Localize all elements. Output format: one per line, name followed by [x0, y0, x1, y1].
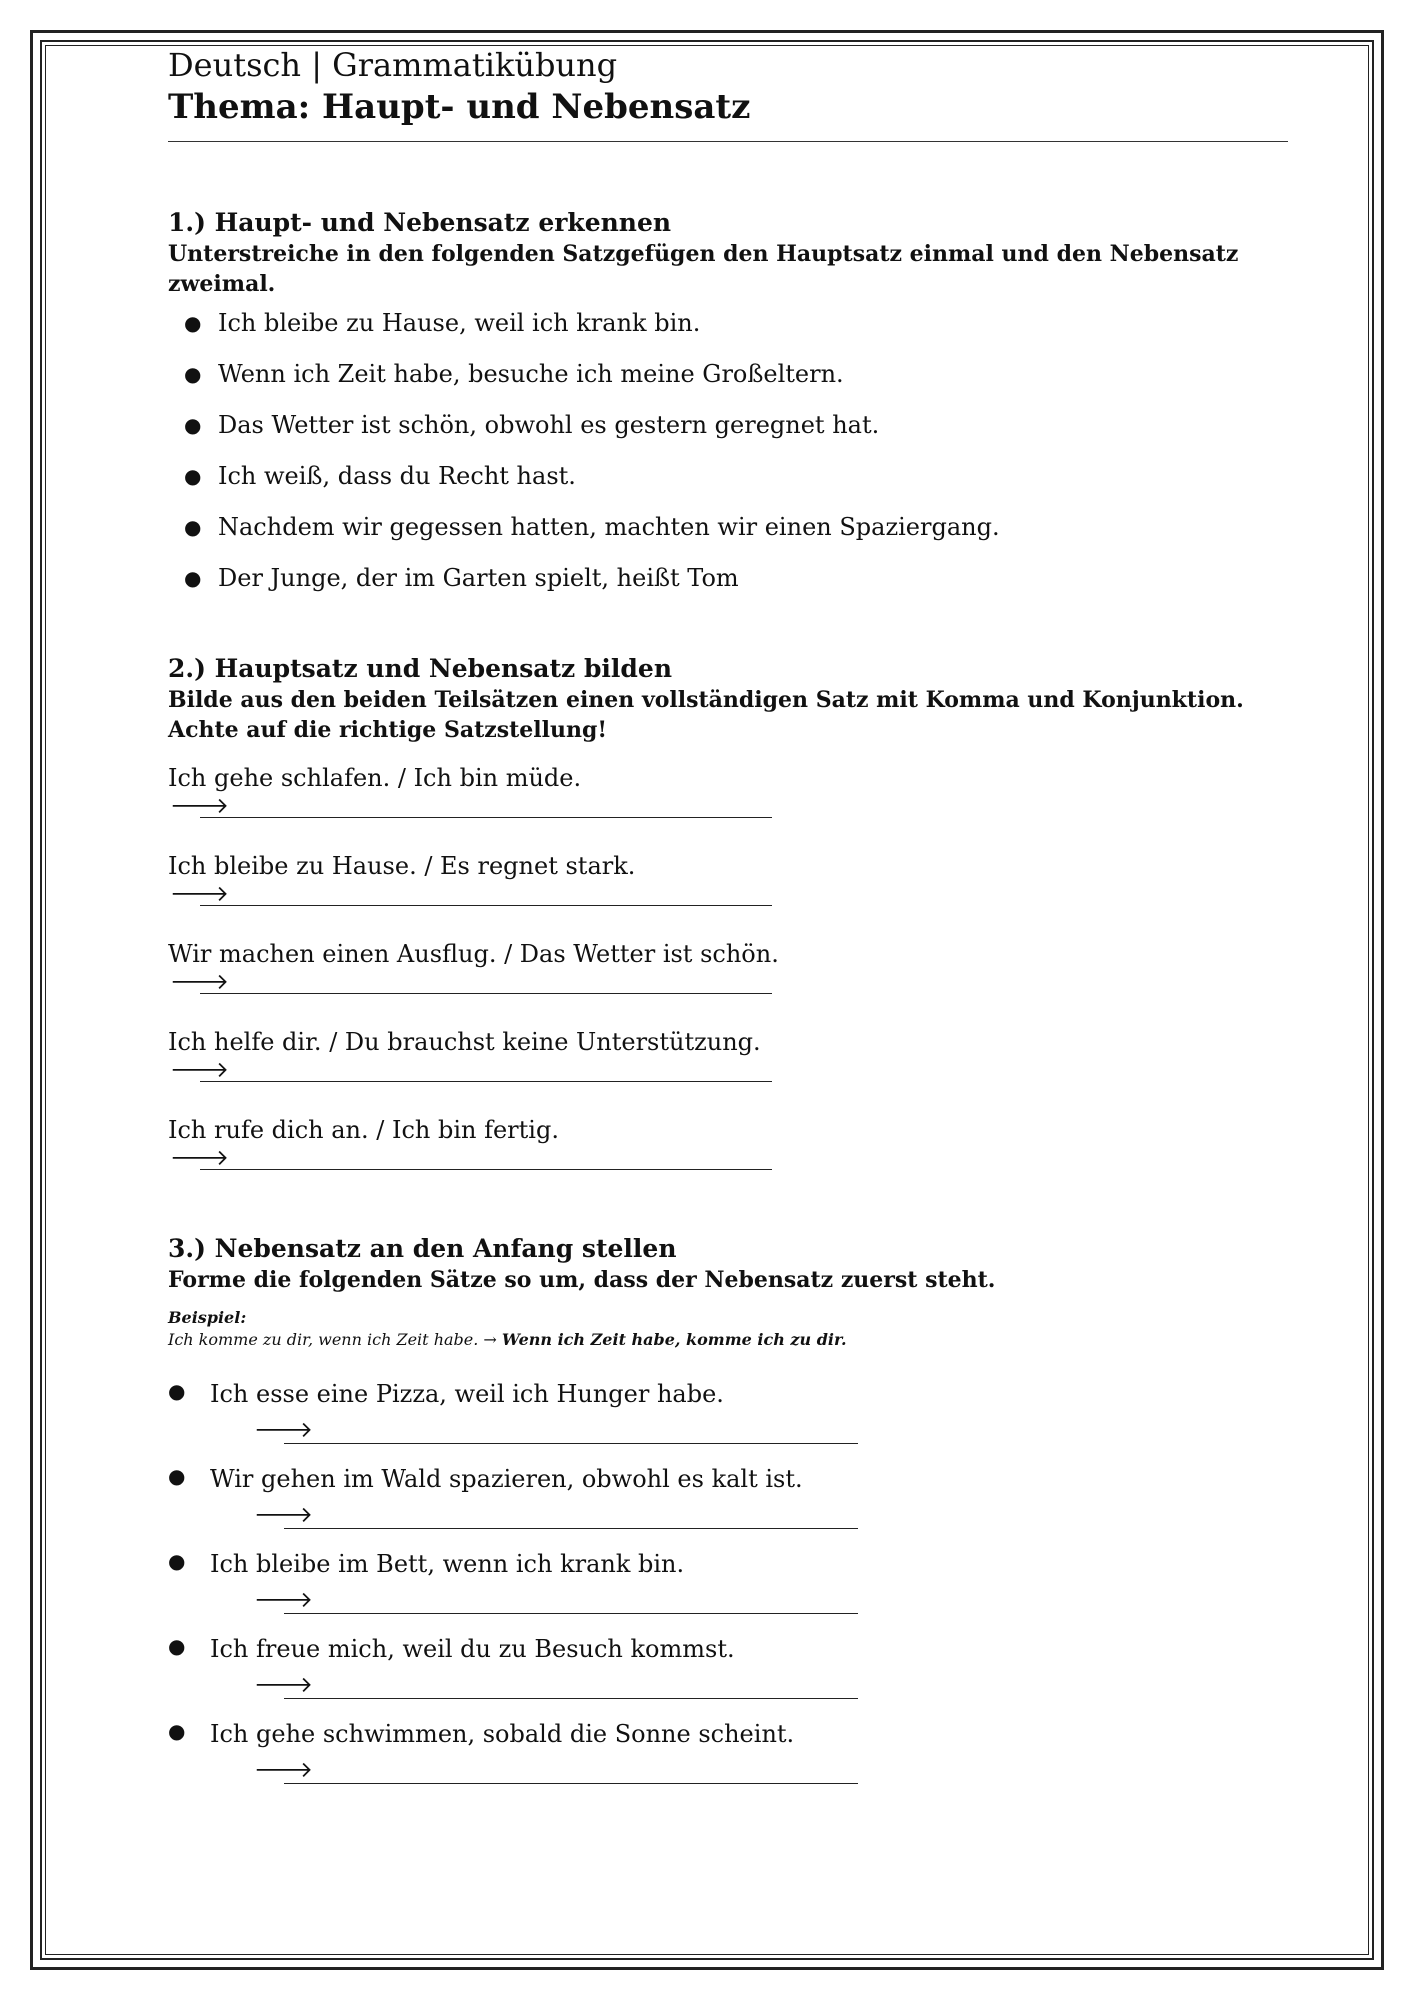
section-3-list — [168, 1377, 1288, 1802]
task-prompt: Ich bleibe zu Hause. / Es regnet stark. — [168, 852, 636, 880]
answer-row[interactable] — [168, 883, 1288, 915]
task-prompt: Ich rufe dich an. / Ich bin fertig. — [168, 1116, 559, 1144]
section-1 — [168, 207, 1288, 611]
list-item: ● Wir gehen im Wald spazieren, obwohl es kalt ist. 🡒 — [168, 1462, 1288, 1547]
example-sentence — [168, 1329, 1288, 1351]
list-item: ● Ich esse eine Pizza, weil ich Hunger habe. 🡒 — [168, 1377, 1288, 1462]
answer-line[interactable] — [284, 1783, 858, 1784]
bullet-icon: ● — [168, 1634, 186, 1658]
answer-line[interactable] — [200, 905, 772, 906]
list-item: ● Ich bleibe im Bett, wenn ich krank bin. 🡒 — [168, 1547, 1288, 1632]
bullet-icon: ● — [168, 1549, 186, 1573]
answer-line[interactable] — [200, 1169, 772, 1170]
bullet-icon: ● — [184, 311, 202, 335]
arrow-right-icon: 🡒 — [170, 970, 229, 995]
section-1-list — [168, 305, 1288, 611]
bullet-icon: ● — [168, 1379, 186, 1403]
arrow-right-icon: 🡒 — [254, 1673, 313, 1698]
list-item: ● Das Wetter ist schön, obwohl es gestern geregnet hat. — [168, 407, 1288, 458]
section-2-instruction-line-1: Bilde aus den beiden Teilsätzen einen vollständigen Satz mit Komma und Konjunktion. — [168, 687, 1244, 713]
example-label: Beispiel: — [168, 1308, 247, 1327]
answer-line[interactable] — [200, 1081, 772, 1082]
header-divider — [168, 141, 1288, 142]
arrow-right-icon: 🡒 — [254, 1503, 313, 1528]
list-item: ● Ich freue mich, weil du zu Besuch kommst. 🡒 — [168, 1632, 1288, 1717]
section-3-heading: 3.) Nebensatz an den Anfang stellen — [168, 1234, 677, 1263]
section-2-heading: 2.) Hauptsatz und Nebensatz bilden — [168, 654, 672, 683]
arrow-right-icon: 🡒 — [170, 794, 229, 819]
list-item: ● Der Junge, der im Garten spielt, heißt Tom — [168, 560, 1288, 611]
list-item: ● Ich weiß, dass du Recht hast. — [168, 458, 1288, 509]
task-prompt: Ich gehe schlafen. / Ich bin müde. — [168, 764, 582, 792]
bullet-icon: ● — [184, 464, 202, 488]
task-item — [168, 937, 1288, 1025]
bullet-icon: ● — [184, 413, 202, 437]
arrow-right-icon: 🡒 — [170, 1146, 229, 1171]
answer-row[interactable] — [168, 1147, 1288, 1179]
arrow-right-icon: 🡒 — [170, 882, 229, 907]
section-2 — [168, 653, 1288, 1201]
task-item — [168, 849, 1288, 937]
section-3 — [168, 1233, 1288, 1802]
answer-line[interactable] — [200, 817, 772, 818]
example-block — [168, 1307, 1288, 1351]
answer-line[interactable] — [284, 1613, 858, 1614]
task-item — [168, 1113, 1288, 1201]
answer-row[interactable] — [168, 795, 1288, 827]
arrow-right-icon: 🡒 — [170, 1058, 229, 1083]
list-item: ● Nachdem wir gegessen hatten, machten wir einen Spaziergang. — [168, 509, 1288, 560]
example-text: Ich komme zu dir, wenn ich Zeit habe. → — [168, 1330, 497, 1349]
arrow-right-icon: 🡒 — [254, 1588, 313, 1613]
example-answer: Wenn ich Zeit habe, komme ich zu dir. — [501, 1330, 847, 1349]
bullet-icon: ● — [168, 1719, 186, 1743]
bullet-icon: ● — [184, 515, 202, 539]
bullet-icon: ● — [184, 362, 202, 386]
list-item: ● Ich gehe schwimmen, sobald die Sonne scheint. 🡒 — [168, 1717, 1288, 1802]
list-item: ● Ich bleibe zu Hause, weil ich krank bin. — [168, 305, 1288, 356]
section-3-instruction: Forme die folgenden Sätze so um, dass der Nebensatz zuerst steht. — [168, 1267, 996, 1293]
worksheet-title: Thema: Haupt- und Nebensatz — [168, 87, 751, 127]
answer-row[interactable] — [168, 1059, 1288, 1091]
bullet-icon: ● — [184, 566, 202, 590]
section-1-heading: 1.) Haupt- und Nebensatz erkennen — [168, 208, 672, 237]
arrow-right-icon: 🡒 — [254, 1418, 313, 1443]
task-prompt: Ich helfe dir. / Du brauchst keine Unterstützung. — [168, 1028, 761, 1056]
task-item — [168, 761, 1288, 849]
answer-line[interactable] — [200, 993, 772, 994]
section-2-instruction-line-2: Achte auf die richtige Satzstellung! — [168, 717, 608, 743]
answer-line[interactable] — [284, 1528, 858, 1529]
answer-line[interactable] — [284, 1698, 858, 1699]
subject-line: Deutsch | Grammatikübung — [168, 46, 618, 84]
task-item — [168, 1025, 1288, 1113]
arrow-right-icon: 🡒 — [254, 1758, 313, 1783]
list-item: ● Wenn ich Zeit habe, besuche ich meine Großeltern. — [168, 356, 1288, 407]
worksheet — [168, 45, 1288, 1783]
answer-line[interactable] — [284, 1443, 858, 1444]
answer-row[interactable] — [168, 971, 1288, 1003]
bullet-icon: ● — [168, 1464, 186, 1488]
task-prompt: Wir machen einen Ausflug. / Das Wetter ist schön. — [168, 940, 779, 968]
section-1-instruction: Unterstreiche in den folgenden Satzgefügen den Hauptsatz einmal und den Nebensatz zweimal. — [168, 241, 1239, 297]
